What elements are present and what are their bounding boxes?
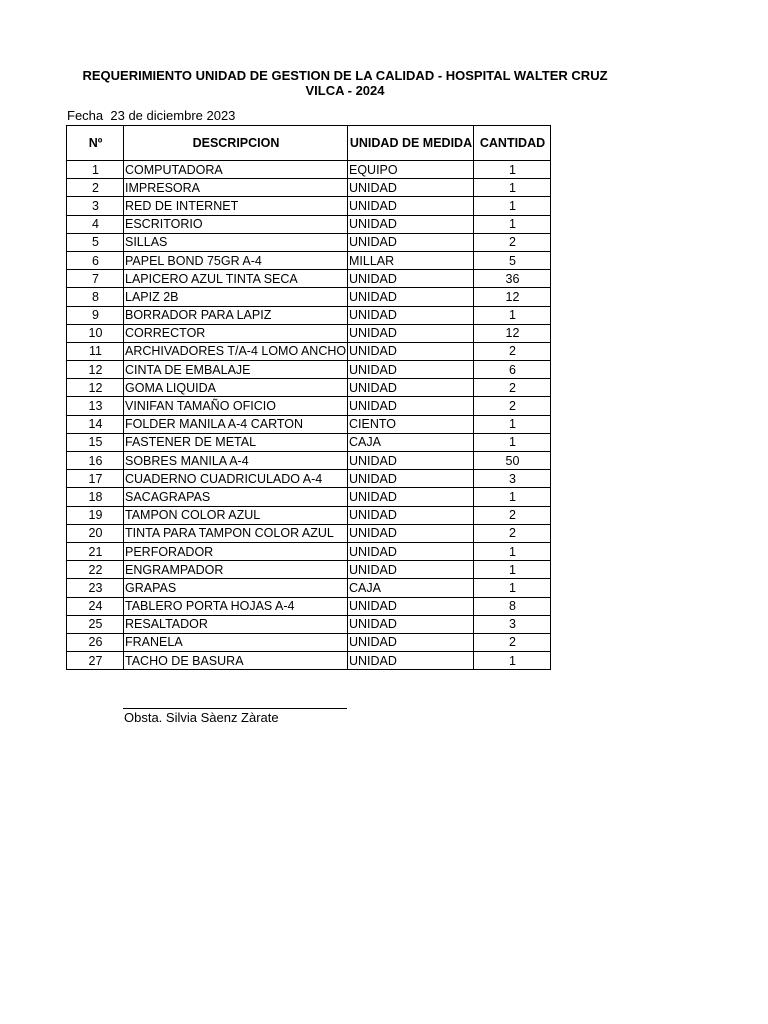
row-quantity: 36 [474,270,551,288]
row-quantity: 2 [474,397,551,415]
table-row [67,452,551,470]
row-quantity: 6 [474,361,551,379]
row-description: FASTENER DE METAL [124,433,348,451]
row-number: 23 [67,579,124,597]
row-quantity: 1 [474,306,551,324]
table-row [67,397,551,415]
row-unit: UNIDAD [348,306,474,324]
row-quantity: 12 [474,324,551,342]
table-row [67,652,551,670]
row-unit: UNIDAD [348,197,474,215]
row-description: ESCRITORIO [124,215,348,233]
row-number: 24 [67,597,124,615]
row-quantity: 5 [474,251,551,269]
title-line-1: REQUERIMIENTO UNIDAD DE GESTION DE LA CALIDAD - HOSPITAL WALTER CRUZ [82,68,608,83]
row-description: TAMPON COLOR AZUL [124,506,348,524]
row-quantity: 2 [474,506,551,524]
row-description: PERFORADOR [124,542,348,560]
row-quantity: 50 [474,452,551,470]
row-description: PAPEL BOND 75GR A-4 [124,251,348,269]
row-quantity: 1 [474,415,551,433]
row-quantity: 2 [474,342,551,360]
row-unit: UNIDAD [348,179,474,197]
row-description: LAPIZ 2B [124,288,348,306]
table-body [67,161,551,670]
row-number: 12 [67,361,124,379]
row-description: RESALTADOR [124,615,348,633]
row-number: 27 [67,652,124,670]
row-description: IMPRESORA [124,179,348,197]
table-row [67,415,551,433]
row-unit: UNIDAD [348,361,474,379]
header-unit: UNIDAD DE MEDIDA [348,126,474,161]
row-description: CINTA DE EMBALAJE [124,361,348,379]
row-unit: UNIDAD [348,597,474,615]
table-row [67,488,551,506]
row-unit: UNIDAD [348,379,474,397]
row-description: FRANELA [124,633,348,651]
row-quantity: 1 [474,561,551,579]
row-description: CUADERNO CUADRICULADO A-4 [124,470,348,488]
row-description: CORRECTOR [124,324,348,342]
row-unit: UNIDAD [348,452,474,470]
row-unit: UNIDAD [348,288,474,306]
row-unit: UNIDAD [348,324,474,342]
row-unit: UNIDAD [348,633,474,651]
row-description: ARCHIVADORES T/A-4 LOMO ANCHO [124,342,348,360]
row-description: TABLERO PORTA HOJAS A-4 [124,597,348,615]
table-row [67,542,551,560]
row-quantity: 8 [474,597,551,615]
row-unit: UNIDAD [348,470,474,488]
row-number: 12 [67,379,124,397]
row-number: 20 [67,524,124,542]
row-description: SOBRES MANILA A-4 [124,452,348,470]
signature-line [123,708,347,709]
row-quantity: 3 [474,470,551,488]
row-unit: EQUIPO [348,161,474,179]
row-unit: UNIDAD [348,561,474,579]
row-unit: CIENTO [348,415,474,433]
row-unit: UNIDAD [348,397,474,415]
table-row [67,342,551,360]
row-unit: CAJA [348,433,474,451]
row-number: 15 [67,433,124,451]
signature-name: Obsta. Silvia Sàenz Zàrate [124,710,279,725]
row-quantity: 3 [474,615,551,633]
table-row [67,579,551,597]
table-row [67,215,551,233]
row-number: 22 [67,561,124,579]
table-row [67,597,551,615]
row-number: 2 [67,179,124,197]
document-title [66,68,624,98]
table-row [67,506,551,524]
row-description: LAPICERO AZUL TINTA SECA [124,270,348,288]
row-number: 9 [67,306,124,324]
table-row [67,197,551,215]
row-quantity: 2 [474,524,551,542]
table-row [67,306,551,324]
row-number: 13 [67,397,124,415]
row-quantity: 1 [474,579,551,597]
row-number: 14 [67,415,124,433]
row-unit: UNIDAD [348,652,474,670]
table-row [67,433,551,451]
row-description: RED DE INTERNET [124,197,348,215]
row-unit: UNIDAD [348,270,474,288]
row-description: COMPUTADORA [124,161,348,179]
header-quantity: CANTIDAD [474,126,551,161]
row-number: 18 [67,488,124,506]
row-number: 19 [67,506,124,524]
requirements-table [66,125,551,670]
row-quantity: 1 [474,433,551,451]
row-description: SACAGRAPAS [124,488,348,506]
row-number: 11 [67,342,124,360]
table-row [67,470,551,488]
row-number: 4 [67,215,124,233]
row-number: 26 [67,633,124,651]
row-description: VINIFAN TAMAÑO OFICIO [124,397,348,415]
row-quantity: 2 [474,379,551,397]
header-number: Nº [67,126,124,161]
row-description: GRAPAS [124,579,348,597]
row-description: GOMA LIQUIDA [124,379,348,397]
date-label: Fecha [67,108,104,123]
table-row [67,379,551,397]
row-number: 7 [67,270,124,288]
table-row [67,233,551,251]
row-number: 5 [67,233,124,251]
table-row [67,524,551,542]
row-quantity: 1 [474,215,551,233]
row-number: 25 [67,615,124,633]
table-row [67,615,551,633]
row-description: BORRADOR PARA LAPIZ [124,306,348,324]
header-description: DESCRIPCION [124,126,348,161]
row-unit: MILLAR [348,251,474,269]
row-number: 8 [67,288,124,306]
row-number: 10 [67,324,124,342]
row-number: 1 [67,161,124,179]
table-row [67,179,551,197]
row-unit: UNIDAD [348,233,474,251]
row-unit: UNIDAD [348,506,474,524]
row-unit: UNIDAD [348,488,474,506]
row-unit: UNIDAD [348,542,474,560]
row-description: TACHO DE BASURA [124,652,348,670]
row-unit: UNIDAD [348,215,474,233]
row-description: TINTA PARA TAMPON COLOR AZUL [124,524,348,542]
table-header-row [67,126,551,161]
row-quantity: 2 [474,233,551,251]
row-unit: UNIDAD [348,615,474,633]
row-unit: CAJA [348,579,474,597]
row-description: SILLAS [124,233,348,251]
date-value: 23 de diciembre 2023 [110,108,236,123]
table-row [67,633,551,651]
row-quantity: 1 [474,179,551,197]
row-number: 3 [67,197,124,215]
row-unit: UNIDAD [348,524,474,542]
row-description: ENGRAMPADOR [124,561,348,579]
row-number: 17 [67,470,124,488]
date-line [67,108,235,123]
row-number: 6 [67,251,124,269]
row-quantity: 1 [474,652,551,670]
row-quantity: 1 [474,542,551,560]
row-quantity: 1 [474,488,551,506]
table-row [67,270,551,288]
title-line-2: VILCA - 2024 [305,83,385,98]
row-description: FOLDER MANILA A-4 CARTON [124,415,348,433]
table-row [67,161,551,179]
table-row [67,288,551,306]
row-unit: UNIDAD [348,342,474,360]
table-row [67,324,551,342]
row-quantity: 1 [474,161,551,179]
table-row [67,251,551,269]
row-quantity: 1 [474,197,551,215]
row-number: 16 [67,452,124,470]
row-number: 21 [67,542,124,560]
table-row [67,361,551,379]
row-quantity: 2 [474,633,551,651]
row-quantity: 12 [474,288,551,306]
table-row [67,561,551,579]
